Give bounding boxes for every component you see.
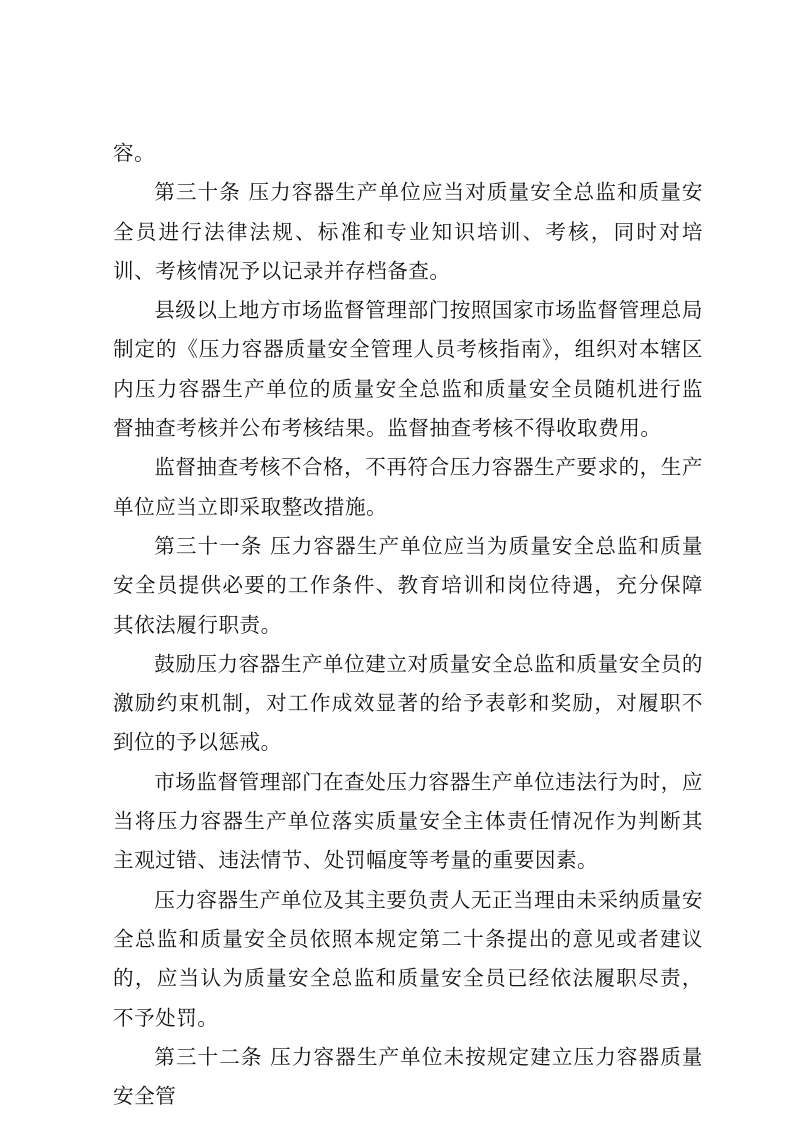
paragraph-article-32: 第三十二条 压力容器生产单位未按规定建立压力容器质量安全管 [113, 1044, 703, 1109]
paragraph-no-penalty: 压力容器生产单位及其主要负责人无正当理由未采纳质量安全总监和质量安全员依照本规定第二十条提出的意见或者建议的，应当认为质量安全总监和质量安全员已经依法履职尽责，不予处罚。 [113, 887, 703, 1030]
paragraph-rectification: 监督抽查考核不合格，不再符合压力容器生产要求的，生产单位应当立即采取整改措施。 [113, 455, 703, 519]
paragraph-article-31: 第三十一条 压力容器生产单位应当为质量安全总监和质量安全员提供必要的工作条件、教育培训和岗位待遇，充分保障其依法履行职责。 [113, 533, 703, 637]
paragraph-article-30: 第三十条 压力容器生产单位应当对质量安全总监和质量安全员进行法律法规、标准和专业知识培训、考核，同时对培训、考核情况予以记录并存档备查。 [113, 180, 703, 283]
paragraph-enforcement: 市场监督管理部门在查处压力容器生产单位违法行为时，应当将压力容器生产单位落实质量安全主体责任情况作为判断其主观过错、违法情节、处罚幅度等考量的重要因素。 [113, 769, 703, 873]
document-body [113, 134, 703, 1116]
paragraph-incentive: 鼓励压力容器生产单位建立对质量安全总监和质量安全员的激励约束机制，对工作成效显著的给予表彰和奖励，对履职不到位的予以惩戒。 [113, 651, 703, 755]
paragraph-county-supervision: 县级以上地方市场监督管理部门按照国家市场监督管理总局制定的《压力容器质量安全管理人员考核指南》，组织对本辖区内压力容器生产单位的质量安全总监和质量安全员随机进行监督抽查考核并公布考核结果。监督抽查考核不得收取费用。 [113, 298, 703, 441]
paragraph-continuation: 容。 [113, 141, 156, 165]
